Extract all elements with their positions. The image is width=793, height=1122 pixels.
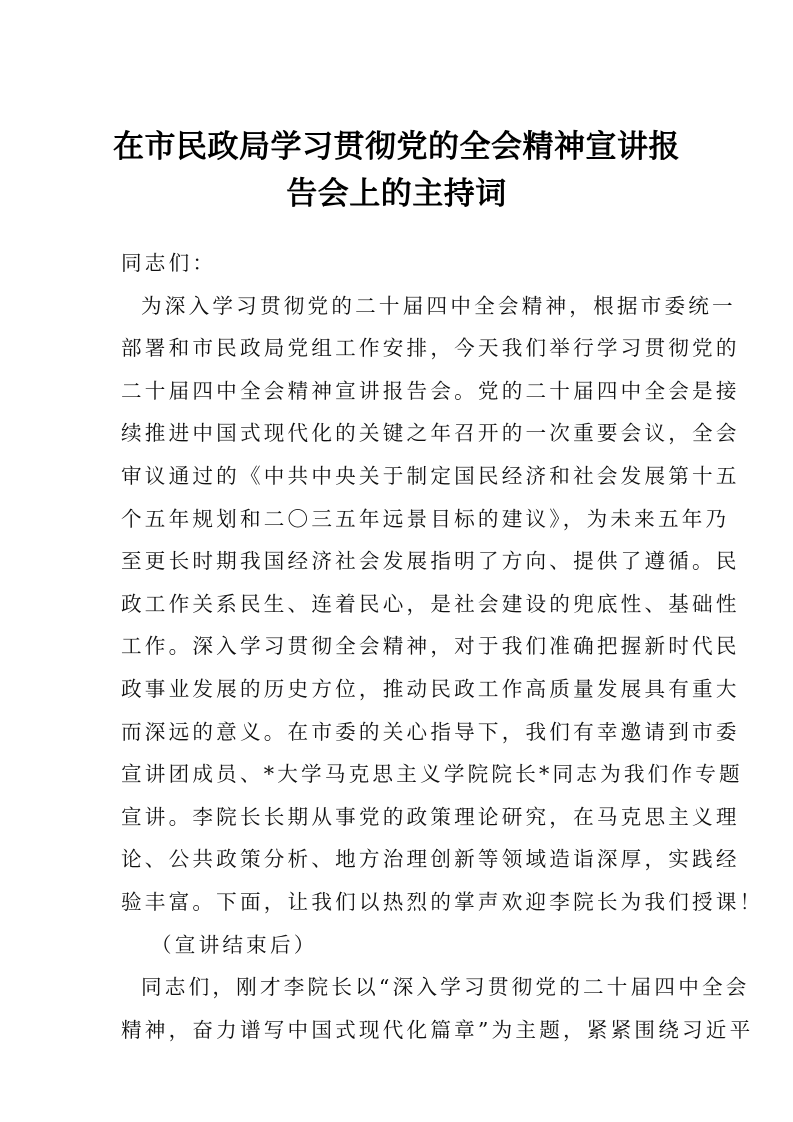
body-line: 宣讲团成员、*大学马克思主义学院院长*同志为我们作专题: [121, 762, 743, 787]
document-title-line-1: 在市民政局学习贯彻党的全会精神宣讲报: [113, 129, 680, 165]
body-line: 精神，奋力谱写中国式现代化篇章”为主题，紧紧围绕习近平: [121, 1017, 754, 1042]
salutation: 同志们：: [121, 251, 217, 275]
body-line: 验丰富。下面，让我们以热烈的掌声欢迎李院长为我们授课！: [121, 889, 764, 914]
stage-direction: （宣讲结束后）: [151, 932, 318, 957]
body-line: 为深入学习贯彻党的二十届四中全会精神，根据市委统一: [141, 293, 736, 318]
body-line: 工作。深入学习贯彻全会精神，对于我们准确把握新时代民: [121, 634, 740, 659]
body-line: 个五年规划和二〇三五年远景目标的建议》，为未来五年乃: [121, 506, 730, 531]
body-line: 论、公共政策分析、地方治理创新等领域造诣深厚，实践经: [121, 847, 740, 872]
body-line: 宣讲。李院长长期从事党的政策理论研究，在马克思主义理: [121, 804, 740, 829]
body-line: 政工作关系民生、连着民心，是社会建设的兜底性、基础性: [121, 591, 740, 616]
body-line: 政事业发展的历史方位，推动民政工作高质量发展具有重大: [121, 676, 740, 701]
body-line: 至更长时期我国经济社会发展指明了方向、提供了遵循。民: [121, 549, 740, 574]
body-line: 而深远的意义。在市委的关心指导下，我们有幸邀请到市委: [121, 719, 740, 744]
document-body: [121, 242, 764, 1051]
document-title-line-2: 告会上的主持词: [286, 176, 507, 212]
body-line: 审议通过的《中共中央关于制定国民经济和社会发展第十五: [121, 463, 740, 488]
body-line: 部署和市民政局党组工作安排，今天我们举行学习贯彻党的: [121, 336, 740, 361]
body-line: 续推进中国式现代化的关键之年召开的一次重要会议，全会: [121, 421, 740, 446]
body-line: 二十届四中全会精神宣讲报告会。党的二十届四中全会是接: [121, 378, 740, 403]
body-line: 同志们，刚才李院长以“深入学习贯彻党的二十届四中全会: [141, 975, 750, 1000]
